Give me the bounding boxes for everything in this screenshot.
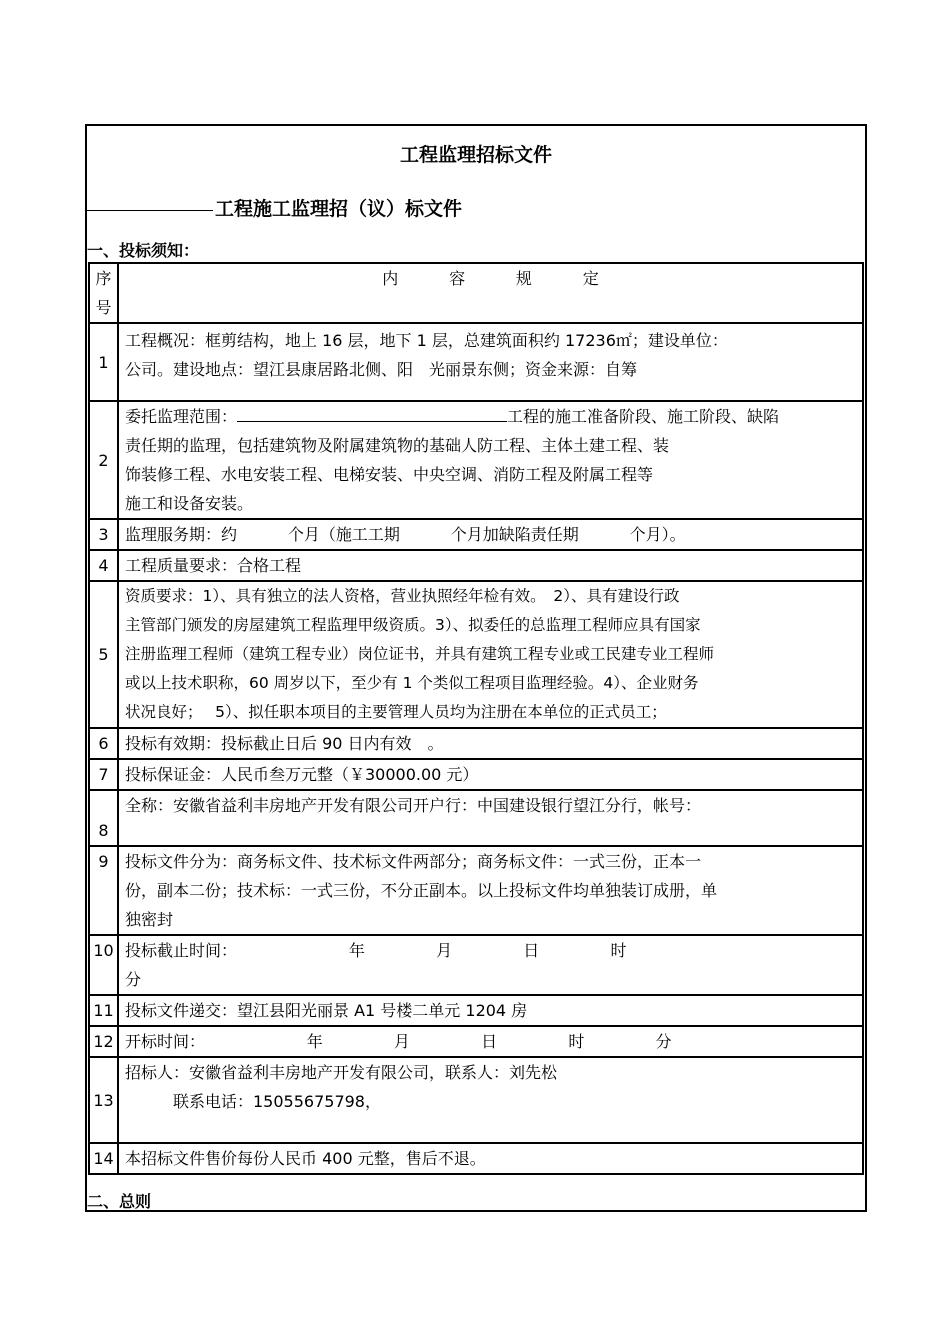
row-content (118, 935, 863, 995)
document-title: 工程监理招标文件 (399, 144, 552, 166)
table-row (89, 401, 863, 519)
project-name-blank (87, 210, 213, 211)
row-content (118, 401, 863, 519)
row-number: 11 (89, 995, 118, 1026)
content-line: 份，副本二份；技术标：一式三份，不分正副本。以上投标文件均单独装订成册，单 (125, 881, 718, 900)
document-subtitle (87, 194, 462, 221)
row-content (118, 995, 863, 1026)
content-line: 工程质量要求：合格工程 (125, 556, 302, 575)
content-line: 责任期的监理，包括建筑物及附属建筑物的基础人防工程、主体土建工程、装 (125, 436, 670, 455)
content-line: 投标保证金：人民币叁万元整（￥30000.00 元） (125, 765, 479, 784)
table-row (89, 995, 863, 1026)
header-content-text: 内 容 规 定 (382, 269, 599, 288)
header-num-line-1: 序 (95, 269, 112, 288)
content-line: 资质要求：1）、具有独立的法人资格，营业执照经年检有效。 2）、具有建设行政 (125, 587, 680, 605)
content-line: 联系电话：15055675798， (125, 1092, 381, 1111)
content-line: 注册监理工程师（建筑工程专业）岗位证书，并具有建筑工程专业或工民建专业工程师 (125, 645, 715, 663)
content-line: 开标时间： 年 月 日 时 分 (125, 1032, 672, 1051)
content-line: 主管部门颁发的房屋建筑工程监理甲级资质。3）、拟委任的总监理工程师应具有国家 (125, 616, 701, 634)
row-number: 1 (89, 323, 118, 401)
row-number: 13 (89, 1057, 118, 1143)
content-line: 饰装修工程、水电安装工程、电梯安装、中央空调、消防工程及附属工程等 (125, 465, 654, 484)
header-number-cell (89, 263, 118, 323)
content-line (125, 402, 856, 431)
row-number: 2 (89, 401, 118, 519)
row-content (118, 323, 863, 401)
row-content (118, 790, 863, 846)
table-row (89, 550, 863, 581)
scope-label: 委托监理范围： (125, 407, 238, 426)
row-number: 3 (89, 519, 118, 550)
row-number: 7 (89, 759, 118, 790)
content-line: 或以上技术职称，60 周岁以下，至少有 1 个类似工程项目监理经验。4）、企业财务 (125, 674, 699, 692)
content-line: 监理服务期：约 个月（施工工期 个月加缺陷责任期 个月）。 (125, 525, 686, 544)
content-line: 投标有效期：投标截止日后 90 日内有效 。 (125, 734, 444, 753)
content-line: 招标人：安徽省益利丰房地产开发有限公司，联系人：刘先松 (125, 1063, 558, 1082)
row-number: 12 (89, 1026, 118, 1057)
table-header-row (89, 263, 863, 323)
row-content (118, 581, 863, 728)
content-line: 公司。建设地点：望江县康居路北侧、阳 光丽景东侧；资金来源：自筹 (125, 360, 638, 379)
row-number: 10 (89, 935, 118, 995)
section-heading-instructions: 一、投标须知： (87, 241, 200, 260)
header-content-cell (118, 263, 863, 323)
row-content (118, 1057, 863, 1143)
document-frame (85, 124, 867, 1212)
content-line: 施工和设备安装。 (125, 494, 254, 513)
row-number: 14 (89, 1143, 118, 1174)
row-number: 4 (89, 550, 118, 581)
table-row (89, 581, 863, 728)
row-content (118, 728, 863, 759)
content-line: 工程概况：框剪结构，地上 16 层，地下 1 层，总建筑面积约 17236㎡；建设单位： (125, 331, 728, 350)
table-row (89, 1143, 863, 1174)
table-row (89, 519, 863, 550)
table-row (89, 790, 863, 846)
content-line: 状况良好； 5）、拟任职本项目的主要管理人员均为注册在本单位的正式员工； (125, 703, 667, 721)
row-content (118, 846, 863, 935)
content-line: 全称：安徽省益利丰房地产开发有限公司开户行：中国建设银行望江分行，帐号： (125, 796, 702, 815)
row-content (118, 1026, 863, 1057)
table-row (89, 846, 863, 935)
scope-text: 工程的施工准备阶段、施工阶段、缺陷 (507, 407, 780, 426)
table-row (89, 1026, 863, 1057)
subtitle-text: 工程施工监理招（议）标文件 (215, 198, 463, 220)
row-content (118, 1143, 863, 1174)
row-content (118, 519, 863, 550)
row-number: 6 (89, 728, 118, 759)
section-heading-general: 二、总则 (87, 1192, 152, 1211)
header-num-line-2: 号 (95, 298, 112, 317)
row-content (118, 759, 863, 790)
row-number: 9 (89, 846, 118, 935)
table-row (89, 759, 863, 790)
row-number: 8 (89, 790, 118, 846)
table-row (89, 728, 863, 759)
scope-blank (237, 405, 507, 422)
content-line: 投标文件分为：商务标文件、技术标文件两部分；商务标文件：一式三份，正本一 (125, 852, 702, 871)
table-row (89, 1057, 863, 1143)
bid-instructions-table (88, 262, 864, 1175)
row-content (118, 550, 863, 581)
content-line: 独密封 (125, 910, 174, 929)
content-line: 本招标文件售价每份人民币 400 元整，售后不退。 (125, 1149, 486, 1168)
content-line: 投标文件递交：望江县阳光丽景 A1 号楼二单元 1204 房 (125, 1001, 528, 1020)
table-row (89, 935, 863, 995)
table-row (89, 323, 863, 401)
content-line: 分 (125, 970, 142, 989)
content-line: 投标截止时间： 年 月 日 时 (125, 941, 627, 960)
row-number: 5 (89, 581, 118, 728)
